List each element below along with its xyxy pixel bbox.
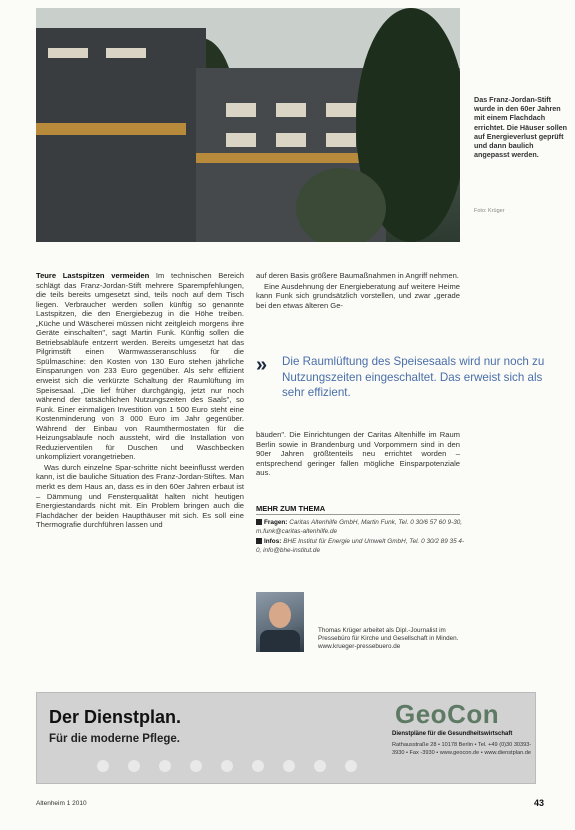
article-paragraph: bäuden". Die Einrichtungen der Caritas Altenhilfe im Raum Berlin sowie in Brandenburg und Vorpommern sind in den 90er Jahren größtenteils neu errichtet worden – entsprechend geringer fallen mögliche Einsparpotenziale aus. [256,430,460,478]
pull-quote-text: Die Raumlüftung des Speisesaals wird nur noch zu Nutzungszeiten eingeschaltet. Das erweist sich als sehr effizient. [282,355,545,399]
more-item-text: BHE Institut für Energie und Umwelt GmbH, Tel. 0 30/2 89 35 4-0, info@bhe-institut.de [256,538,465,554]
ad-dots [97,759,376,777]
article-right-column-top [256,271,460,311]
article-paragraph: auf deren Basis größere Baumaßnahmen in Angriff nehmen. [256,271,459,280]
article-left-column [36,271,244,531]
advertisement[interactable] [36,692,536,784]
more-topic-box [256,519,466,555]
more-item-label: Infos: [264,538,282,546]
bullet-square-icon [256,538,262,544]
ad-address: Rathausstraße 28 • 10178 Berlin • Tel. +49 (0)30 30393-3930 • Fax -3930 • www.geocon.de • www.dienstplan.de [392,742,532,756]
magazine-issue: Altenheim 1 2010 [36,800,87,807]
article-paragraph: Was durch einzelne Spar-schritte nicht beeinflusst werden kann, ist die bauliche Situation des Franz-Jordan-Stiftes. Man merkt es dem Haus an, dass es in den 60er Jahren erbaut ist – Dämmung und Fensterqualität halten nicht heutigen Energiestandards nicht mit. Ein Problem bringen auch die Flachdächer der beiden Haupthäuser mit sich. Es soll eine Thermografie durchführen lassen und [36,462,244,530]
photo-caption: Das Franz-Jordan-Stift wurde in den 60er Jahren mit einem Flachdach errichtet. Die Häuser sollen auf Energieverlust geprüft und dann baulich angepasst werden. [474,95,568,160]
ad-subline: Für die moderne Pflege. [49,733,180,745]
logo-tagline: Dienstpläne für die Gesundheitswirtschaft [392,731,513,737]
building-photo [36,8,460,242]
photo-credit: Foto: Krüger [474,208,505,214]
more-item-text: Caritas Altenhilfe GmbH, Martin Funk, Tel. 0 30/6 57 60 9-30, m.funk@caritas-altenhilfe.de [256,519,463,535]
section-lead: Teure Lastspitzen vermeiden [36,271,150,280]
geocon-logo: GeoCon [395,699,500,729]
article-right-column-bottom [256,430,460,479]
more-topic-title: MEHR ZUM THEMA [256,504,326,513]
bullet-square-icon [256,519,262,525]
author-photo [256,592,304,652]
more-item-label: Fragen: [264,519,288,526]
ad-headline: Der Dienstplan. [49,707,182,727]
article-paragraph: Im technischen Bereich schlägt das Franz-Jordan-Stift mehrere Sparempfehlungen, die teils bereits umgesetzt sind, teils noch auf dem Tisch liegen. Verbraucher werden sollen künftig so genannte Lastspitzen, die den Energiebezug in die Höhe treiben. „Küche und Wäscherei müssen nicht zeitgleich morgens ihre Geräte einschalten", sagt Martin Funk. Künftig sollen die Betriebsabläufe entzerrt werden. Bereits umgesetzt hat das Pilgrimstift einen Warmwasseranschluss für die Spülmaschine: den Kosten von 130 Euro stehen jährliche Einsparungen von 233 Euro gegenüber. Als sehr effizient erweist sich die verkürzte Schaltung der Raumlüftung im Speisesaal. „Die lief früher durchgängig, jetzt nur noch während der tatsächlichen Nutzungszeiten des Saals", so Funk. Einer einmaligen Investition von 1 500 Euro steht eine Kostenminderung von 3 000 Euro im Jahr gegenüber. Während der Einbau von Raumthermostaten für die Heizungsablaufe noch aussteht, wird die Installation von Reduzierventilen für Duschen und Waschbecken unkompliziert vorangetrieben. [36,271,244,462]
divider [256,514,460,515]
page-number: 43 [534,798,545,808]
quote-chevron-icon: » [256,354,268,376]
article-paragraph: Eine Ausdehnung der Energieberatung auf weitere Heime kann Funk sich grundsätzlich vorstellen, und zwar „gerade bei den etwas älteren Ge- [256,281,460,310]
pull-quote [256,354,556,401]
author-bio: Thomas Krüger arbeitet als Dipl.-Journalist im Pressebüro für Kirche und Gesellschaft in Minden. www.krueger-pressebuero.de [318,627,459,651]
